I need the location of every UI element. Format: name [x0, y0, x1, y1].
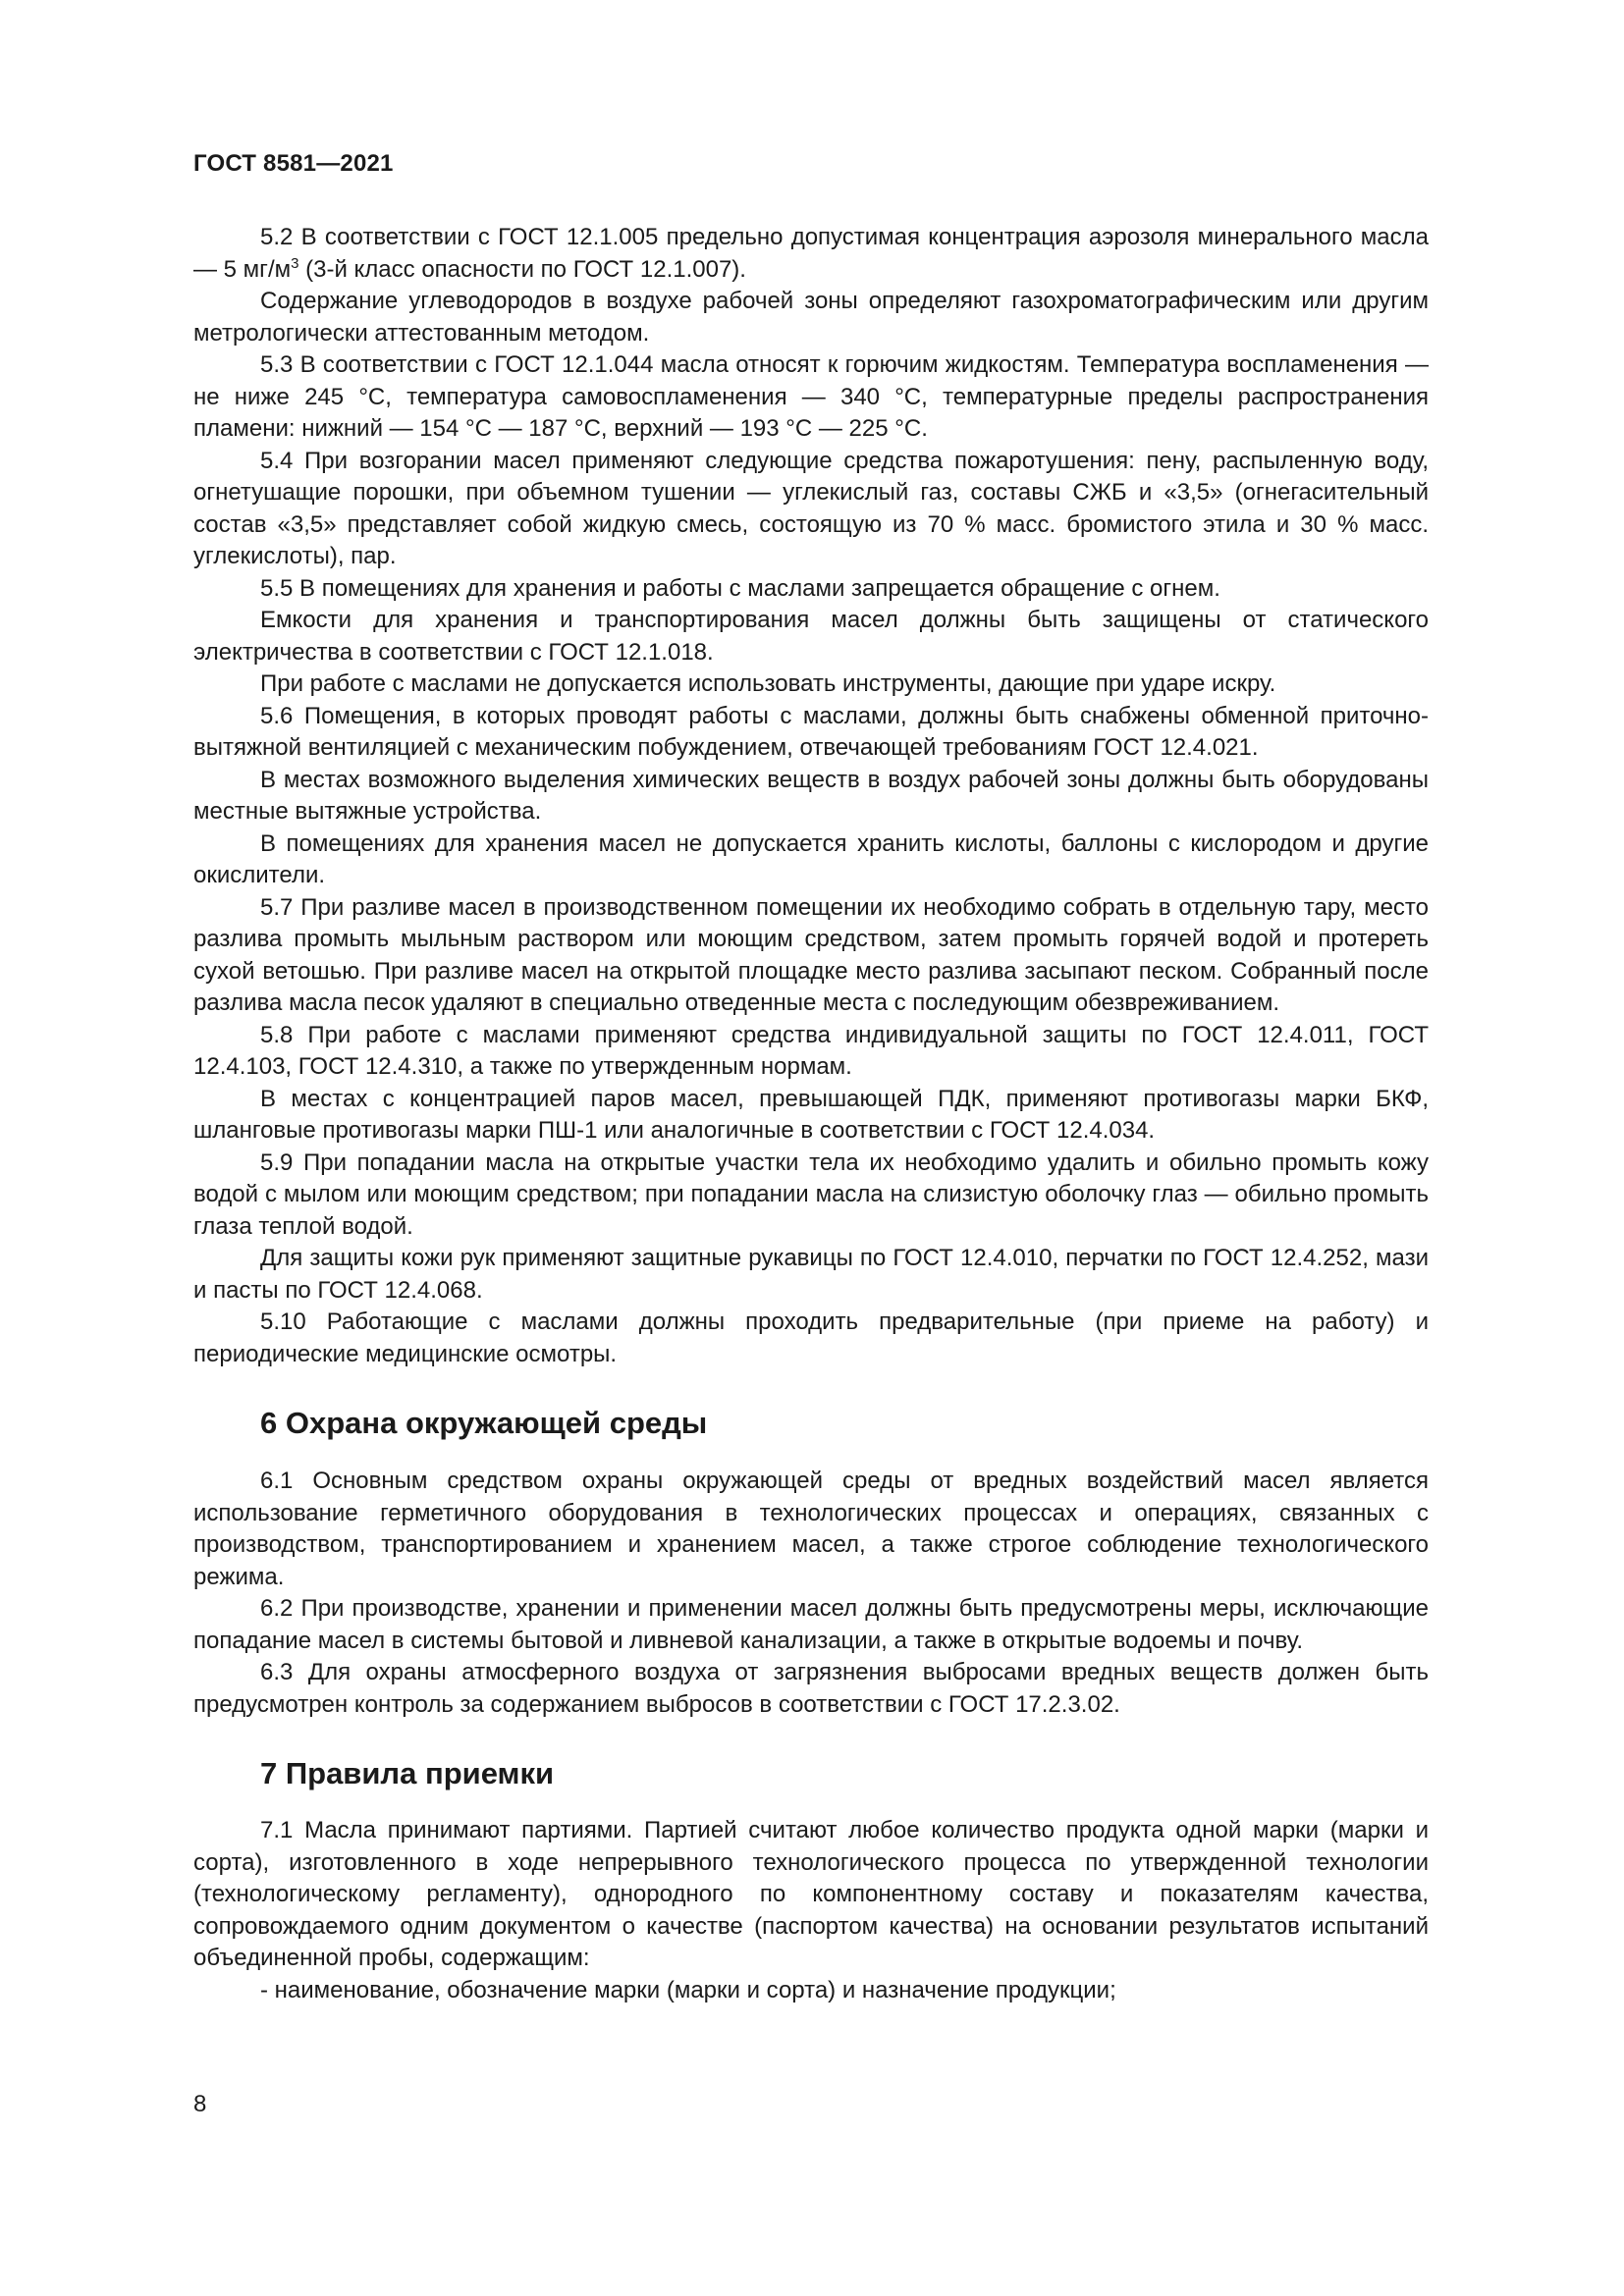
paragraph-7-1: 7.1 Масла принимают партиями. Партией считают любое количество продукта одной марки (марки и сорта), изготовленного в ходе непрерывного технологического процесса по утвержденной технологии (технологическому регламенту), однородного по компонентному составу и показателям качества, сопровождаемого одним документом о качестве (паспортом качества) на основании результатов испытаний объединенной пробы, содержащим:	[193, 1817, 1429, 1971]
paragraph-5-4: 5.4 При возгорании масел применяют следующие средства пожаротушения: пену, распыленную воду, огнетушащие порошки, при объемном тушении — углекислый газ, составы СЖБ и «3,5» (огнегасительный состав «3,5» представляет собой жидкую смесь, состоящую из 70 % масс. бромистого этила и 30 % масс. углекислоты), пар.	[193, 447, 1429, 569]
paragraph-5-5: 5.5 В помещениях для хранения и работы с маслами запрещается обращение с огнем.	[260, 574, 1220, 602]
paragraph-5-2-tail: (3-й класс опасности по ГОСТ 12.1.007).	[298, 255, 746, 283]
list-item: - наименование, обозначение марки (марки и сорта) и назначение продукции;	[260, 1976, 1116, 2003]
paragraph-5-9: 5.9 При попадании масла на открытые участки тела их необходимо удалить и обильно промыть кожу водой с мылом или моющим средством; при попадании масла на слизистую оболочку глаз — обильно промыть глаза теплой водой.	[193, 1148, 1429, 1240]
paragraph-6-1: 6.1 Основным средством охраны окружающей среды от вредных воздействий масел является использование герметичного оборудования в технологических процессах и операциях, связанных с производством, транспортированием и хранением масел, а также строгое соблюдение технологического режима.	[193, 1468, 1429, 1590]
paragraph-5-10: 5.10 Работающие с маслами должны проходить предварительные (при приеме на работу) и периодические медицинские осмотры.	[193, 1308, 1429, 1367]
paragraph-6-2: 6.2 При производстве, хранении и применении масел должны быть предусмотрены меры, исключающие попадание масел в системы бытовой и ливневой канализации, а также в открытые водоемы и почву.	[193, 1595, 1429, 1654]
superscript-cube: 3	[291, 254, 299, 272]
paragraph-5-6: 5.6 Помещения, в которых проводят работы с маслами, должны быть снабжены обменной приточно-вытяжной вентиляцией с механическим побуждением, отвечающей требованиям ГОСТ 12.4.021.	[193, 702, 1429, 761]
paragraph-5-5-tools: При работе с маслами не допускается использовать инструменты, дающие при ударе искру.	[260, 670, 1276, 697]
section-7-heading: 7 Правила приемки	[260, 1756, 555, 1790]
paragraph-5-9-gloves: Для защиты кожи рук применяют защитные рукавицы по ГОСТ 12.4.010, перчатки по ГОСТ 12.4.252, мази и пасты по ГОСТ 12.4.068.	[193, 1245, 1429, 1304]
page-number: 8	[193, 2091, 207, 2117]
document-header: ГОСТ 8581—2021	[193, 150, 394, 177]
paragraph-5-2	[193, 222, 1429, 286]
paragraph-5-2-hydrocarbons: Содержание углеводородов в воздухе рабочей зоны определяют газохроматографическим или другим метрологически аттестованным методом.	[193, 288, 1429, 347]
paragraph-5-8-gasmasks: В местах с концентрацией паров масел, превышающей ПДК, применяют противогазы марки БКФ, шланговые противогазы марки ПШ-1 или аналогичные в соответствии с ГОСТ 12.4.034.	[193, 1085, 1429, 1144]
section-6-heading: 6 Охрана окружающей среды	[260, 1406, 708, 1440]
paragraph-6-3: 6.3 Для охраны атмосферного воздуха от загрязнения выбросами вредных веществ должен быть предусмотрен контроль за содержанием выбросов в соответствии с ГОСТ 17.2.3.02.	[193, 1659, 1429, 1718]
paragraph-5-5-containers: Емкости для хранения и транспортирования масел должны быть защищены от статического электричества в соответствии с ГОСТ 12.1.018.	[193, 607, 1429, 666]
paragraph-5-6-exhaust: В местах возможного выделения химических веществ в воздух рабочей зоны должны быть оборудованы местные вытяжные устройства.	[193, 766, 1429, 825]
paragraph-5-3: 5.3 В соответствии с ГОСТ 12.1.044 масла относят к горючим жидкостям. Температура воспламенения — не ниже 245 °С, температура самовоспламенения — 340 °С, температурные пределы распространения пламени: нижний — 154 °С — 187 °С, верхний — 193 °С — 225 °С.	[193, 351, 1429, 442]
paragraph-5-2-text: 5.2 В соответствии с ГОСТ 12.1.005 предельно допустимая концентрация аэрозоля минерального масла — 5 мг/м	[193, 224, 1429, 283]
paragraph-5-7: 5.7 При разливе масел в производственном помещении их необходимо собрать в отдельную тару, место разлива промыть мыльным раствором или моющим средством, затем промыть горячей водой и протереть сухой ветошью. При разливе масел на открытой площадке место разлива засыпают песком. Собранный после разлива масла песок удаляют в специально отведенные места с последующим обезвреживанием.	[193, 893, 1429, 1016]
document-body	[193, 222, 1429, 2006]
paragraph-5-8: 5.8 При работе с маслами применяют средства индивидуальной защиты по ГОСТ 12.4.011, ГОСТ 12.4.103, ГОСТ 12.4.310, а также по утвержденным нормам.	[193, 1021, 1429, 1080]
paragraph-5-6-storage: В помещениях для хранения масел не допускается хранить кислоты, баллоны с кислородом и другие окислители.	[193, 829, 1429, 888]
